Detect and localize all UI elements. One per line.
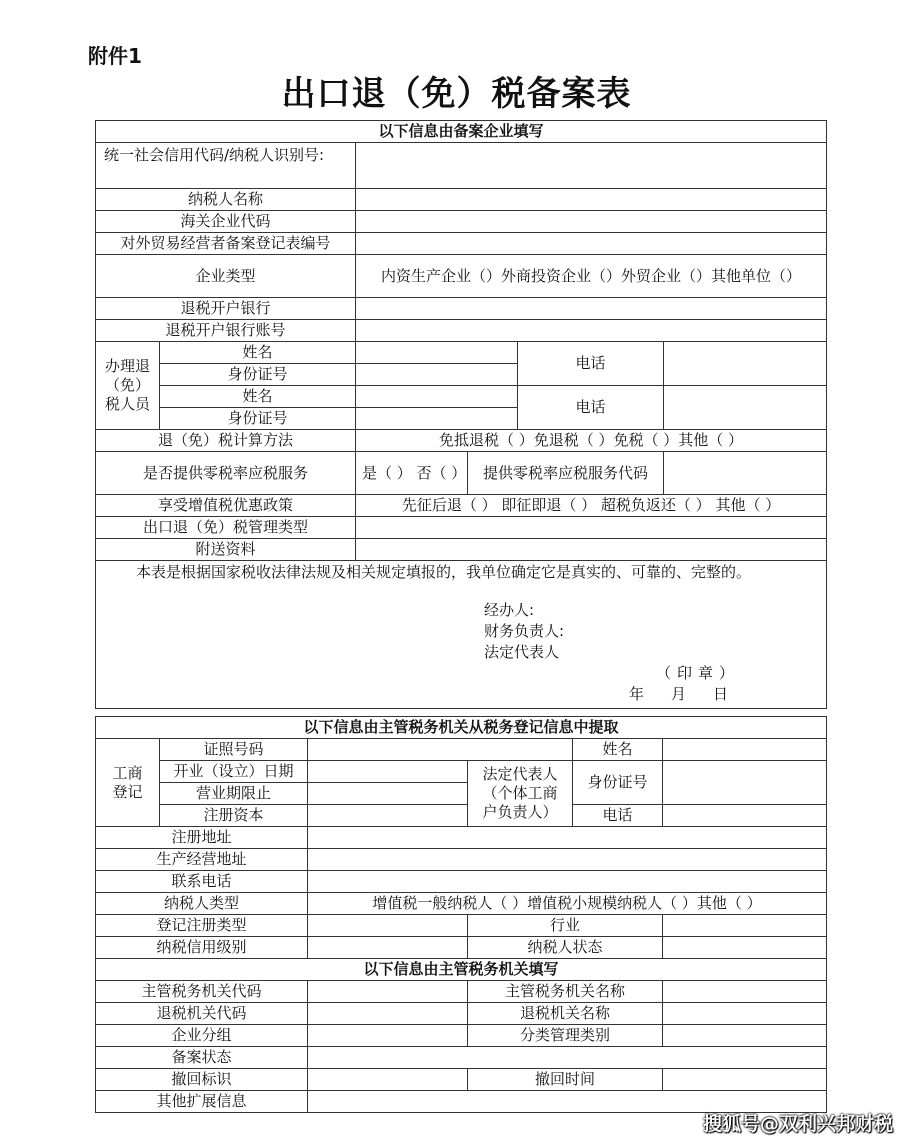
section1-header: 以下信息由备案企业填写 (96, 121, 827, 143)
refund-bank-field[interactable] (356, 298, 827, 320)
taxpayer-status-label: 纳税人状态 (468, 937, 663, 959)
authority-name-field[interactable] (663, 981, 827, 1003)
attachment-label: 附件1 (88, 44, 142, 68)
open-date-field[interactable] (308, 761, 468, 783)
zero-rate-code-field[interactable] (664, 452, 827, 495)
industry-field[interactable] (663, 915, 827, 937)
day-label: 日 (713, 685, 729, 703)
reg-type-field[interactable] (308, 915, 468, 937)
staff1-id-field[interactable] (356, 364, 518, 386)
customs-code-field[interactable] (356, 211, 827, 233)
group-field[interactable] (308, 1025, 468, 1047)
refund-authority-code-label: 退税机关代码 (96, 1003, 308, 1025)
credit-level-field[interactable] (308, 937, 468, 959)
watermark: 搜狐号@双利兴邦财税 (702, 1113, 893, 1135)
calc-method-label: 退（免）税计算方法 (96, 430, 356, 452)
section3-header: 以下信息由主管税务机关填写 (96, 959, 827, 981)
withdraw-flag-field[interactable] (308, 1069, 468, 1091)
biz-term-label: 营业期限止 (160, 783, 308, 805)
biz-term-field[interactable] (308, 783, 468, 805)
authority-name-label: 主管税务机关名称 (468, 981, 663, 1003)
authority-code-label: 主管税务机关代码 (96, 981, 308, 1003)
prod-address-label: 生产经营地址 (96, 849, 308, 871)
contact-phone-field[interactable] (308, 871, 827, 893)
reg-address-field[interactable] (308, 827, 827, 849)
lp-id-field[interactable] (663, 761, 827, 805)
refund-authority-code-field[interactable] (308, 1003, 468, 1025)
staff2-id-field[interactable] (356, 408, 518, 430)
year-label: 年 (629, 685, 645, 703)
filing-status-label: 备案状态 (96, 1047, 308, 1069)
taxpayer-name-label: 纳税人名称 (96, 189, 356, 211)
staff2-phone-label: 电话 (518, 386, 664, 430)
staff1-phone-field[interactable] (664, 342, 827, 386)
other-info-label: 其他扩展信息 (96, 1091, 308, 1113)
attachments-field[interactable] (356, 539, 827, 561)
enterprise-type-label: 企业类型 (96, 255, 356, 298)
mgmt-type-label: 出口退（免）税管理类型 (96, 517, 356, 539)
legal-person-label: 法定代表人（个体工商户负责人） (468, 761, 573, 827)
trade-reg-label: 对外贸易经营者备案登记表编号 (96, 233, 356, 255)
class-mgmt-field[interactable] (663, 1025, 827, 1047)
section2-header: 以下信息由主管税务机关从税务登记信息中提取 (96, 717, 827, 739)
authority-section-table (95, 716, 827, 1113)
taxpayer-status-field[interactable] (663, 937, 827, 959)
refund-account-field[interactable] (356, 320, 827, 342)
page-title: 出口退（免）税备案表 (281, 74, 632, 114)
zero-rate-code-label: 提供零税率应税服务代码 (468, 452, 664, 495)
finance-head-label: 财务负责人: (484, 622, 565, 640)
authority-code-field[interactable] (308, 981, 468, 1003)
filing-status-field[interactable] (308, 1047, 827, 1069)
vat-policy-label: 享受增值税优惠政策 (96, 495, 356, 517)
withdraw-time-field[interactable] (663, 1069, 827, 1091)
taxpayer-type-options[interactable]: 增值税一般纳税人（ ）增值税小规模纳税人（ ）其他（ ） (308, 893, 827, 915)
enterprise-type-options[interactable]: 内资生产企业（）外商投资企业（）外贸企业（）其他单位（） (356, 255, 827, 298)
credit-level-label: 纳税信用级别 (96, 937, 308, 959)
seal-label: （印章） (656, 664, 741, 682)
withdraw-flag-label: 撤回标识 (96, 1069, 308, 1091)
reg-capital-field[interactable] (308, 805, 468, 827)
lp-name-field[interactable] (663, 739, 827, 761)
lp-name-label: 姓名 (573, 739, 663, 761)
handler-label: 经办人: (484, 601, 535, 619)
refund-bank-label: 退税开户银行 (96, 298, 356, 320)
month-label: 月 (671, 685, 687, 703)
taxpayer-name-field[interactable] (356, 189, 827, 211)
reg-capital-label: 注册资本 (160, 805, 308, 827)
attachments-label: 附送资料 (96, 539, 356, 561)
biz-reg-label: 工商登记 (96, 739, 160, 827)
refund-authority-name-label: 退税机关名称 (468, 1003, 663, 1025)
staff1-id-label: 身份证号 (160, 364, 356, 386)
staff1-phone-label: 电话 (518, 342, 664, 386)
withdraw-time-label: 撤回时间 (468, 1069, 663, 1091)
open-date-label: 开业（设立）日期 (160, 761, 308, 783)
prod-address-field[interactable] (308, 849, 827, 871)
class-mgmt-label: 分类管理类别 (468, 1025, 663, 1047)
cert-no-field[interactable] (308, 739, 573, 761)
legal-rep-label: 法定代表人 (484, 643, 560, 661)
reg-type-label: 登记注册类型 (96, 915, 308, 937)
lp-phone-label: 电话 (573, 805, 663, 827)
staff2-name-label: 姓名 (160, 386, 356, 408)
staff2-id-label: 身份证号 (160, 408, 356, 430)
staff2-phone-field[interactable] (664, 386, 827, 430)
customs-code-label: 海关企业代码 (96, 211, 356, 233)
staff1-name-label: 姓名 (160, 342, 356, 364)
lp-id-label: 身份证号 (573, 761, 663, 805)
contact-phone-label: 联系电话 (96, 871, 308, 893)
credit-code-label: 统一社会信用代码/纳税人识别号: (96, 143, 356, 189)
trade-reg-field[interactable] (356, 233, 827, 255)
declaration-text: 本表是根据国家税收法律法规及相关规定填报的，我单位确定它是真实的、可靠的、完整的。 (136, 563, 752, 581)
industry-label: 行业 (468, 915, 663, 937)
refund-authority-name-field[interactable] (663, 1003, 827, 1025)
vat-policy-options[interactable]: 先征后退（ ） 即征即退（ ） 超税负返还（ ） 其他（ ） (356, 495, 827, 517)
mgmt-type-field[interactable] (356, 517, 827, 539)
staff-label: 办理退（免）税人员 (96, 342, 160, 430)
declaration-block (96, 561, 827, 709)
staff1-name-field[interactable] (356, 342, 518, 364)
cert-no-label: 证照号码 (160, 739, 308, 761)
calc-method-options[interactable]: 免抵退税（ ）免退税（ ）免税（ ）其他（ ） (356, 430, 827, 452)
enterprise-section-table (95, 120, 827, 709)
taxpayer-type-label: 纳税人类型 (96, 893, 308, 915)
date-line (629, 684, 826, 705)
refund-account-label: 退税开户银行账号 (96, 320, 356, 342)
lp-phone-field[interactable] (663, 805, 827, 827)
zero-rate-label: 是否提供零税率应税服务 (96, 452, 356, 495)
reg-address-label: 注册地址 (96, 827, 308, 849)
zero-rate-options[interactable]: 是（ ） 否（ ） (356, 452, 468, 495)
group-label: 企业分组 (96, 1025, 308, 1047)
staff2-name-field[interactable] (356, 386, 518, 408)
credit-code-field[interactable] (356, 143, 827, 189)
